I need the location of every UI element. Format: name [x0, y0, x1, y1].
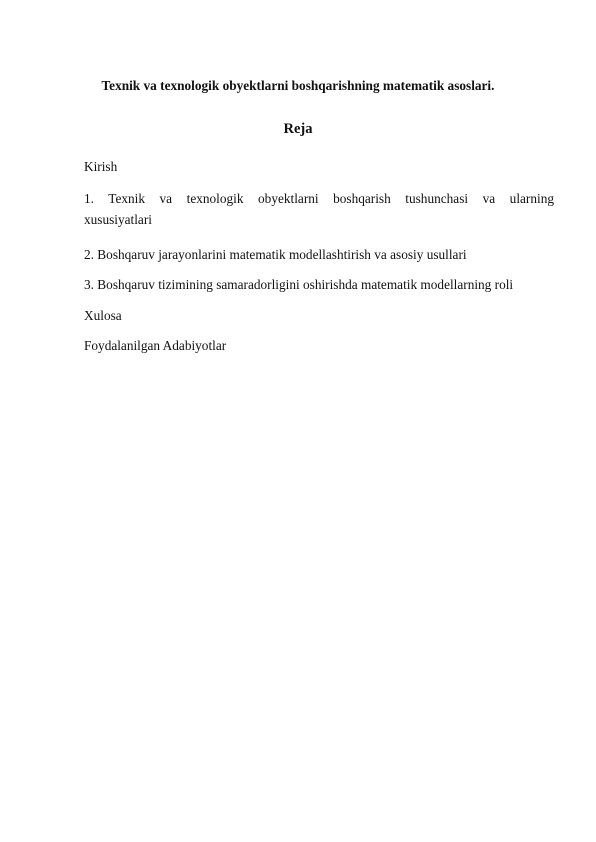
plan-heading: Reja [283, 121, 313, 137]
toc-item-section-2: 2. Boshqaruv jarayonlarini matematik modellashtirish va asosiy usullari [84, 247, 467, 262]
toc-item-section-1 [84, 188, 554, 230]
document-title: Texnik va texnologik obyektlarni boshqarishning matematik asoslari. [101, 78, 495, 93]
toc-item-section-3: 3. Boshqaruv tizimining samaradorligini oshirishda matematik modellarning roli [84, 277, 514, 292]
toc-item-references: Foydalanilgan Adabiyotlar [84, 338, 227, 353]
toc-item-introduction: Kirish [84, 159, 118, 174]
toc-item-conclusion: Xulosa [84, 308, 122, 323]
toc-item-section-1-line-1: 1. Texnik va texnologik obyektlarni boshqarish tushunchasi va ularning [84, 191, 554, 206]
toc-item-section-1-line-2: xususiyatlari [84, 212, 152, 227]
